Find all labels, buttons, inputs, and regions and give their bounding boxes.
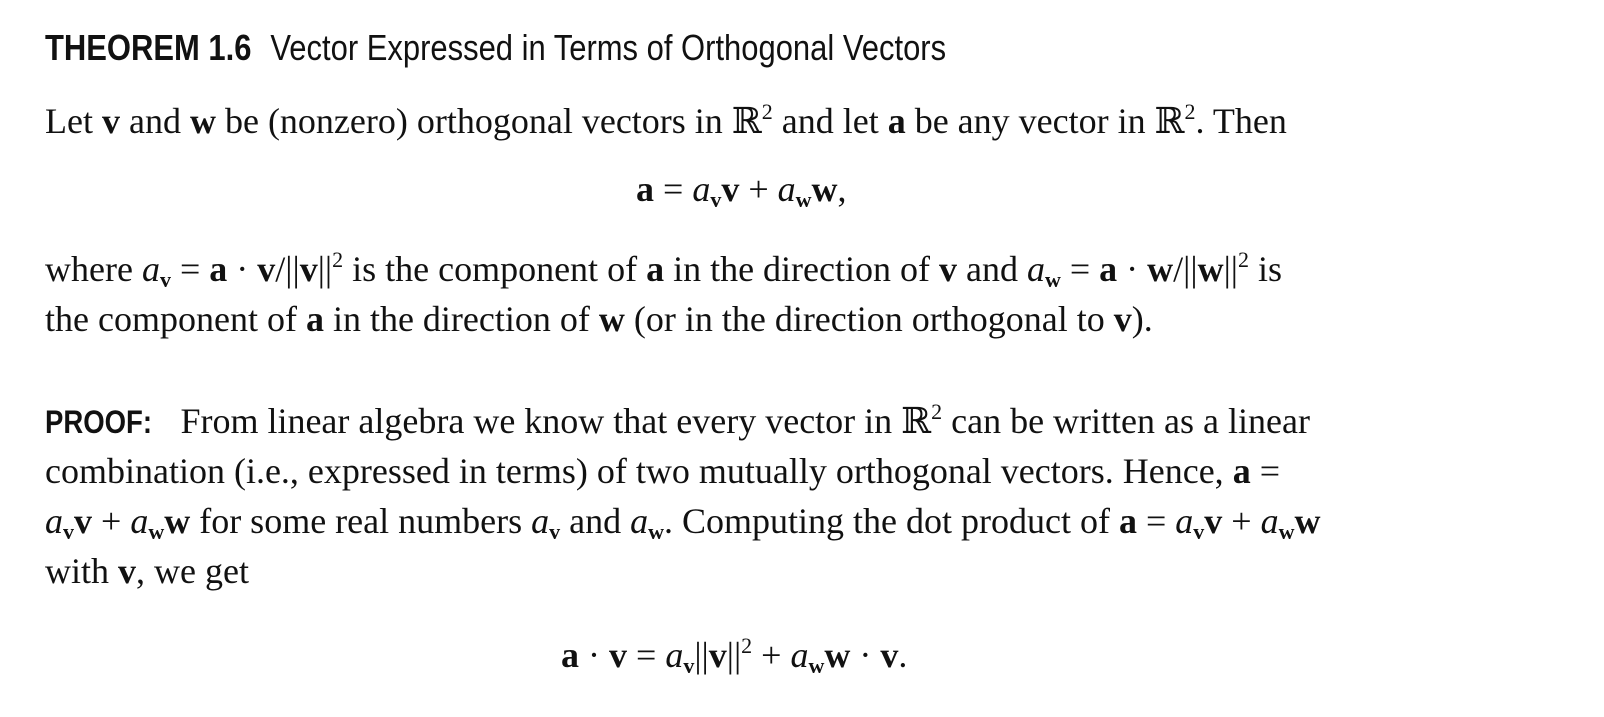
theorem-title: Vector Expressed in Terms of Orthogonal Vectors xyxy=(270,27,947,68)
subscript: w xyxy=(1278,519,1295,544)
subscript: v xyxy=(63,519,74,544)
proof-line-1 xyxy=(45,396,1310,447)
exponent: 2 xyxy=(761,99,773,124)
text: in the direction of xyxy=(664,249,939,289)
theorem-number: THEOREM 1.6 xyxy=(45,27,252,68)
text: . Computing the dot product of xyxy=(663,501,1119,541)
subscript: v xyxy=(1193,519,1205,544)
vector-w: w xyxy=(1294,501,1321,541)
operator: = xyxy=(654,169,693,209)
text: be (nonzero) orthogonal vectors in xyxy=(215,101,732,141)
vector-a: a xyxy=(305,299,324,339)
text: and xyxy=(560,501,631,541)
statement-line-1 xyxy=(45,96,1287,147)
punctuation: . xyxy=(898,635,908,675)
subscript: w xyxy=(1044,267,1061,292)
operator: · xyxy=(1117,249,1148,289)
vector-v: v xyxy=(1113,299,1132,339)
theorem-heading xyxy=(45,28,946,68)
text: and xyxy=(119,101,190,141)
coefficient: a xyxy=(790,635,809,675)
vector-a: a xyxy=(646,249,665,289)
vector-v: v xyxy=(708,635,727,675)
vector-a: a xyxy=(1099,249,1118,289)
coefficient: a xyxy=(1175,501,1194,541)
text: in the direction of xyxy=(323,299,599,339)
subscript: v xyxy=(159,267,171,292)
text: . Then xyxy=(1195,101,1287,141)
subscript: v xyxy=(683,653,695,678)
vector-v: v xyxy=(118,551,137,591)
vector-a: a xyxy=(1118,501,1137,541)
operator: · xyxy=(850,635,881,675)
coefficient: a xyxy=(130,501,149,541)
real-numbers-symbol: ℝ xyxy=(1154,101,1185,142)
text: can be written as a linear xyxy=(942,401,1310,441)
proof-label: PROOF: xyxy=(45,404,153,440)
subscript: v xyxy=(549,519,561,544)
proof-equation xyxy=(561,630,907,680)
operator: + xyxy=(1222,501,1261,541)
operator: || xyxy=(726,635,742,675)
exponent: 2 xyxy=(1238,247,1250,272)
exponent: 2 xyxy=(332,247,344,272)
text: (or in the direction orthogonal to xyxy=(624,299,1114,339)
operator: || xyxy=(1223,249,1239,289)
text: with xyxy=(45,551,119,591)
vector-v: v xyxy=(257,249,276,289)
exponent: 2 xyxy=(1184,99,1196,124)
vector-a: a xyxy=(561,635,579,675)
text: is the component of xyxy=(343,249,647,289)
subscript: w xyxy=(808,653,825,678)
operator: || xyxy=(694,635,709,675)
coefficient: a xyxy=(777,169,796,209)
text: Let xyxy=(45,101,102,141)
vector-v: v xyxy=(74,501,92,541)
vector-a: a xyxy=(1232,451,1251,491)
coefficient: a xyxy=(630,501,649,541)
subscript: w xyxy=(795,187,812,212)
vector-a: a xyxy=(887,101,906,141)
real-numbers-symbol: ℝ xyxy=(901,401,932,442)
coefficient: a xyxy=(665,635,684,675)
vector-a: a xyxy=(636,169,654,209)
text: be any vector in xyxy=(905,101,1155,141)
text: From linear algebra we know that every vector in xyxy=(171,401,902,441)
text: and xyxy=(956,249,1027,289)
operator: + xyxy=(92,501,131,541)
vector-v: v xyxy=(721,169,740,209)
operator: = xyxy=(1250,451,1280,491)
vector-v: v xyxy=(1204,501,1223,541)
vector-w: w xyxy=(811,169,838,209)
operator: = xyxy=(1136,501,1176,541)
coefficient: a xyxy=(531,501,550,541)
vector-w: w xyxy=(189,101,216,141)
vector-w: w xyxy=(164,501,191,541)
proof-line-2 xyxy=(45,446,1280,496)
coefficient: a xyxy=(692,169,711,209)
subscript: w xyxy=(148,519,165,544)
operator: || xyxy=(317,249,333,289)
statement-line-3 xyxy=(45,244,1282,294)
real-numbers-symbol: ℝ xyxy=(731,101,762,142)
punctuation: , xyxy=(837,169,847,209)
text: for some real numbers xyxy=(190,501,532,541)
vector-v: v xyxy=(101,101,120,141)
proof-line-3 xyxy=(45,496,1320,546)
vector-v: v xyxy=(299,249,318,289)
vector-w: w xyxy=(824,635,851,675)
vector-w: w xyxy=(1147,249,1174,289)
text: the component of xyxy=(45,299,306,339)
text: , we get xyxy=(136,551,249,591)
coefficient: a xyxy=(141,249,160,289)
coefficient: a xyxy=(1026,249,1045,289)
exponent: 2 xyxy=(931,399,943,424)
operator: · xyxy=(227,249,258,289)
text: where xyxy=(45,249,142,289)
operator: /|| xyxy=(1173,249,1198,289)
vector-w: w xyxy=(598,299,625,339)
operator: = xyxy=(627,635,666,675)
vector-v: v xyxy=(880,635,899,675)
statement-equation xyxy=(636,164,847,214)
text: is xyxy=(1249,249,1283,289)
subscript: v xyxy=(710,187,722,212)
subscript: w xyxy=(648,519,664,544)
statement-line-4 xyxy=(45,294,1153,344)
vector-w: w xyxy=(1197,249,1224,289)
vector-v: v xyxy=(938,249,957,289)
coefficient: a xyxy=(45,501,63,541)
coefficient: a xyxy=(1260,501,1279,541)
text: ). xyxy=(1131,299,1153,339)
operator: /|| xyxy=(275,249,300,289)
operator: = xyxy=(1060,249,1100,289)
operator: = xyxy=(170,249,210,289)
operator: · xyxy=(579,635,609,675)
text: combination (i.e., expressed in terms) of two mutually orthogonal vectors. Hence, xyxy=(45,451,1233,491)
proof-line-4 xyxy=(45,546,249,596)
vector-v: v xyxy=(609,635,627,675)
vector-a: a xyxy=(209,249,228,289)
operator: + xyxy=(739,169,778,209)
text: and let xyxy=(772,101,888,141)
exponent: 2 xyxy=(741,633,753,658)
operator: + xyxy=(752,635,791,675)
